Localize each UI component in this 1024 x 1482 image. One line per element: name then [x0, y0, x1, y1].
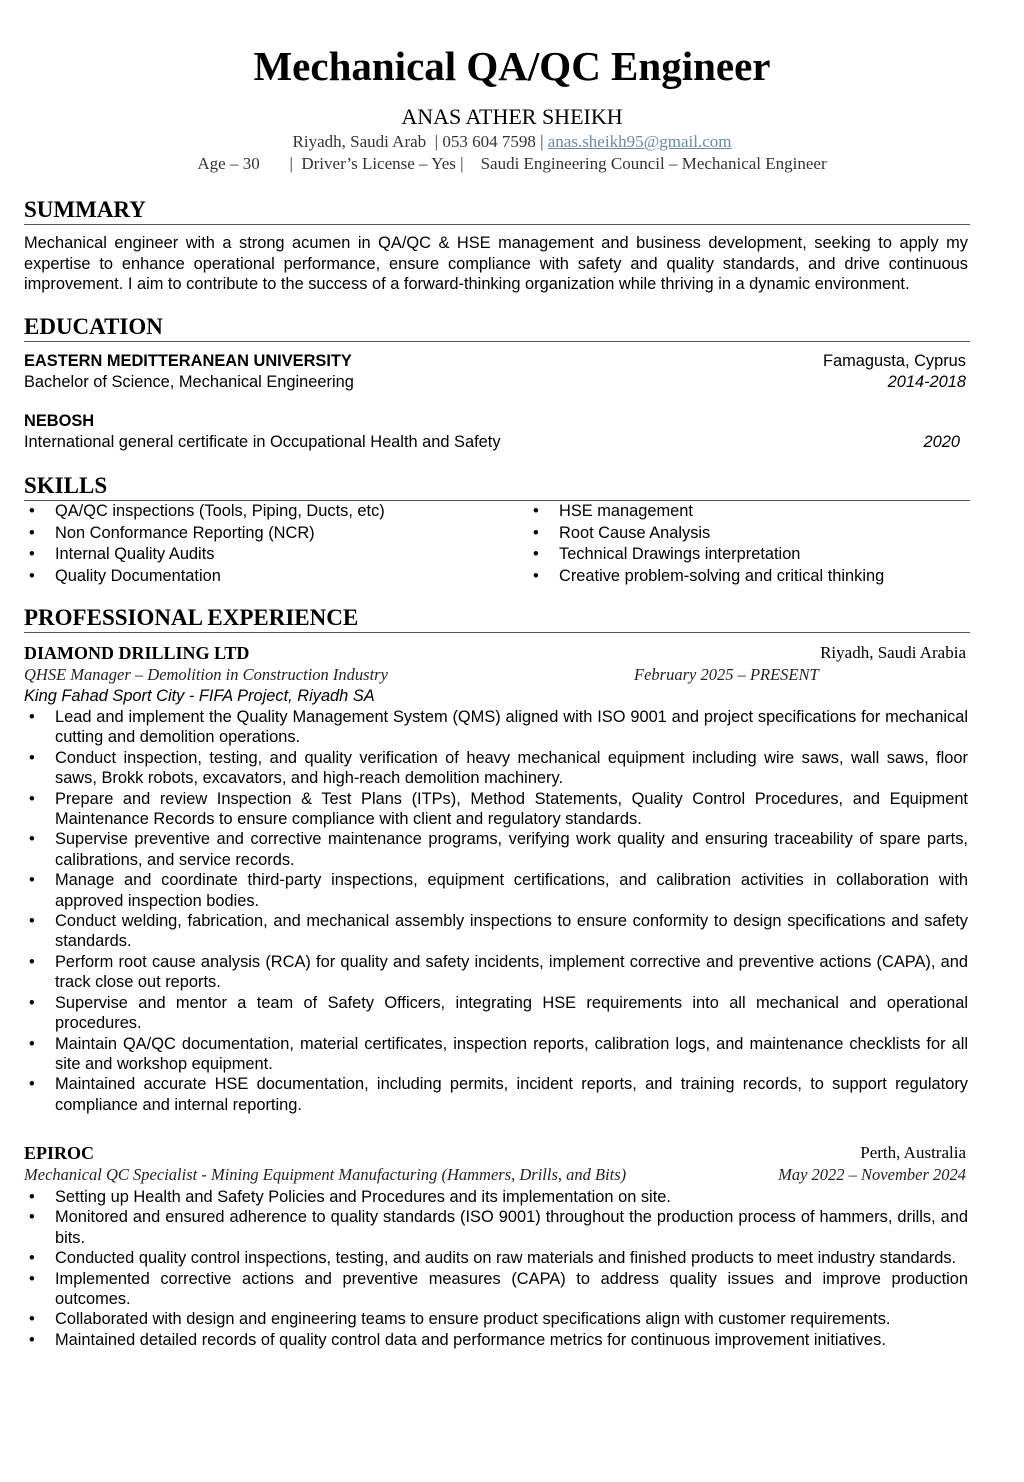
- job-role-row: [24, 664, 966, 686]
- job-role-row: [24, 1164, 966, 1186]
- location-text: Riyadh, Saudi Arab: [292, 132, 427, 151]
- degree-dates: 2020: [923, 433, 960, 451]
- list-item: • Collaborated with design and engineering teams to ensure product specifications align with customer requirements.: [24, 1309, 968, 1329]
- job-company-row: [24, 642, 966, 664]
- company-location: Riyadh, Saudi Arabia: [820, 643, 966, 662]
- job-bullets: [24, 1187, 968, 1350]
- job-dates: February 2025 – PRESENT: [634, 665, 819, 684]
- degree-text: Bachelor of Science, Mechanical Engineering: [24, 373, 354, 391]
- job-project: King Fahad Sport City - FIFA Project, Riyadh SA: [24, 687, 375, 705]
- list-item: • Monitored and ensured adherence to quality standards (ISO 9001) throughout the production process of hammers, drills, and bits.: [24, 1207, 968, 1248]
- job-bullets: [24, 707, 968, 1115]
- job-dates: May 2022 – November 2024: [778, 1165, 966, 1184]
- skill-item: • Technical Drawings interpretation: [528, 544, 884, 566]
- list-item: • Maintain QA/QC documentation, material certificates, inspection reports, calibration logs, and maintenance checklists for all site and workshop equipment.: [24, 1034, 968, 1075]
- candidate-name: ANAS ATHER SHEIKH: [401, 104, 623, 129]
- email-link[interactable]: anas.sheikh95@gmail.com: [547, 132, 732, 151]
- job-role: QHSE Manager – Demolition in Construction Industry: [24, 665, 388, 684]
- experience-heading: PROFESSIONAL EXPERIENCE: [24, 604, 970, 633]
- skill-item: • Non Conformance Reporting (NCR): [24, 523, 385, 545]
- contact-line: Riyadh, Saudi Arab | 053 604 7598 | anas.sheikh95@gmail.com: [292, 132, 732, 151]
- education-degree-row: [24, 372, 966, 393]
- education-heading: EDUCATION: [24, 313, 970, 342]
- company-name: EPIROC: [24, 1143, 95, 1163]
- company-location: Perth, Australia: [860, 1143, 966, 1162]
- list-item: • Implemented corrective actions and preventive measures (CAPA) to address quality issues and improve production outcomes.: [24, 1269, 968, 1310]
- list-item: • Conduct inspection, testing, and quality verification of heavy mechanical equipment including wire saws, wall saws, floor saws, Brokk robots, excavators, and high-reach demolition machinery.: [24, 748, 968, 789]
- job-company-row: [24, 1142, 966, 1164]
- education-degree-row: [24, 432, 966, 453]
- council-text: Saudi Engineering Council – Mechanical Engineer: [480, 154, 827, 173]
- skill-item: • Root Cause Analysis: [528, 523, 884, 545]
- education-entry: [24, 411, 966, 432]
- list-item: • Conducted quality control inspections, testing, and audits on raw materials and finished products to meet industry standards.: [24, 1248, 968, 1268]
- phone-text: 053 604 7598: [442, 132, 536, 151]
- list-item: • Setting up Health and Safety Policies and Procedures and its implementation on site.: [24, 1187, 968, 1207]
- institution-name: NEBOSH: [24, 412, 95, 430]
- age-text: Age – 30: [197, 154, 260, 173]
- skill-item: • Creative problem-solving and critical thinking: [528, 566, 884, 588]
- skill-item: • HSE management: [528, 501, 884, 523]
- skill-item: • Quality Documentation: [24, 566, 385, 588]
- list-item: • Maintained detailed records of quality control data and performance metrics for continuous improvement initiatives.: [24, 1330, 968, 1350]
- institution-location: Famagusta, Cyprus: [822, 352, 966, 370]
- license-text: Driver’s License – Yes: [301, 154, 456, 173]
- summary-heading: SUMMARY: [24, 196, 970, 225]
- list-item: • Manage and coordinate third-party inspections, equipment certifications, and calibration activities in collaboration with approved inspection bodies.: [24, 870, 968, 911]
- list-item: • Supervise and mentor a team of Safety Officers, integrating HSE requirements into all mechanical and operational procedures.: [24, 993, 968, 1034]
- degree-dates: 2014-2018: [887, 373, 966, 391]
- skills-column-left: [24, 501, 385, 587]
- list-item: • Perform root cause analysis (RCA) for quality and safety incidents, implement corrective and preventive actions (CAPA), and track close out reports.: [24, 952, 968, 993]
- list-item: • Prepare and review Inspection & Test Plans (ITPs), Method Statements, Quality Control Procedures, and Equipment Maintenance Records to ensure compliance with client and regulatory standards.: [24, 789, 968, 830]
- summary-text: Mechanical engineer with a strong acumen in QA/QC & HSE management and business development, seeking to apply my expertise to enhance operational performance, ensure compliance with safety and quality standards, and drive continuous improvement. I aim to contribute to the success of a forward-thinking organization while thriving in a dynamic environment.: [24, 234, 968, 293]
- job-role: Mechanical QC Specialist - Mining Equipment Manufacturing (Hammers, Drills, and Bits): [24, 1165, 627, 1184]
- list-item: • Lead and implement the Quality Management System (QMS) aligned with ISO 9001 and project specifications for mechanical cutting and demolition operations.: [24, 707, 968, 748]
- institution-name: EASTERN MEDITTERANEAN UNIVERSITY: [24, 352, 352, 370]
- education-entry: [24, 351, 966, 372]
- skill-item: • QA/QC inspections (Tools, Piping, Ducts, etc): [24, 501, 385, 523]
- list-item: • Conduct welding, fabrication, and mechanical assembly inspections to ensure conformity to design specifications and safety standards.: [24, 911, 968, 952]
- company-name: DIAMOND DRILLING LTD: [24, 643, 250, 663]
- degree-text: International general certificate in Occupational Health and Safety: [24, 433, 501, 451]
- skills-heading: SKILLS: [24, 472, 970, 501]
- skills-column-right: [528, 501, 884, 587]
- details-line: Age – 30 | Driver’s License – Yes | Saudi Engineering Council – Mechanical Engineer: [197, 154, 827, 173]
- list-item: • Maintained accurate HSE documentation, including permits, incident reports, and training records, to support regulatory compliance and internal reporting.: [24, 1074, 968, 1115]
- list-item: • Supervise preventive and corrective maintenance programs, verifying work quality and ensuring traceability of spare parts, calibrations, and service records.: [24, 829, 968, 870]
- resume-title: Mechanical QA/QC Engineer: [253, 43, 771, 89]
- skill-item: • Internal Quality Audits: [24, 544, 385, 566]
